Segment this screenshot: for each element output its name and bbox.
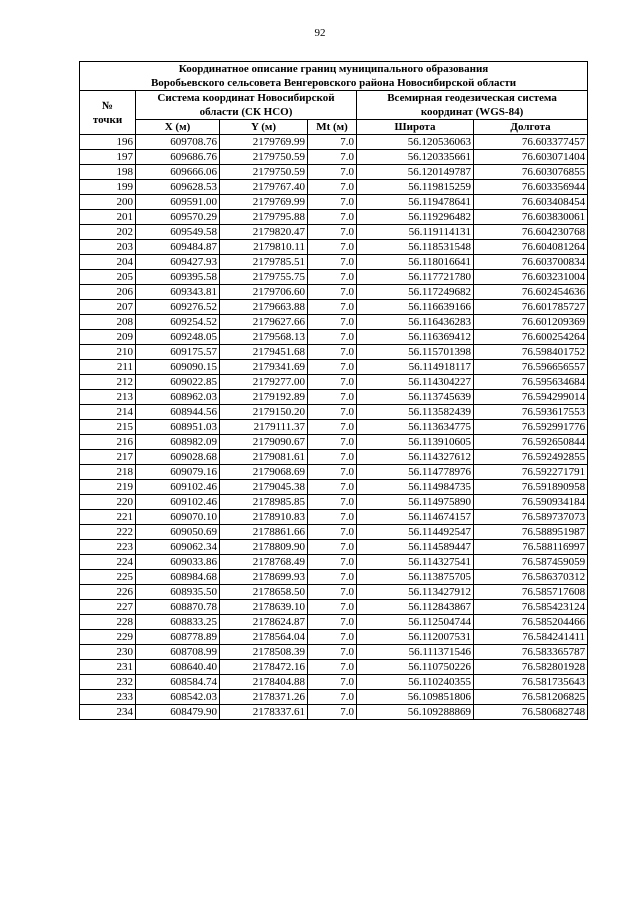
y-cell: 2179045.38 [220,480,308,495]
y-cell: 2178371.26 [220,690,308,705]
longitude-cell: 76.583365787 [474,645,588,660]
point-number-cell: 226 [80,585,136,600]
mt-cell: 7.0 [308,390,357,405]
y-cell: 2179785.51 [220,255,308,270]
y-cell: 2178768.49 [220,555,308,570]
y-cell: 2178404.88 [220,675,308,690]
table-row [80,570,588,585]
table-row [80,690,588,705]
x-cell: 609708.76 [136,135,220,150]
mt-cell: 7.0 [308,480,357,495]
point-number-cell: 209 [80,330,136,345]
longitude-cell: 76.603377457 [474,135,588,150]
point-number-header [80,91,136,135]
point-number-cell: 229 [80,630,136,645]
longitude-cell: 76.595634684 [474,375,588,390]
x-cell: 609175.57 [136,345,220,360]
longitude-cell: 76.596656557 [474,360,588,375]
y-cell: 2179750.59 [220,165,308,180]
point-number-cell: 207 [80,300,136,315]
longitude-cell: 76.600254264 [474,330,588,345]
latitude-cell: 56.113427912 [357,585,474,600]
table-title-line1: Координатное описание границ муниципального образования [178,63,489,75]
mt-cell: 7.0 [308,225,357,240]
point-number-cell: 214 [80,405,136,420]
longitude-cell: 76.604230768 [474,225,588,240]
table-row [80,240,588,255]
point-number-cell: 210 [80,345,136,360]
table-row [80,480,588,495]
latitude-cell: 56.116436283 [357,315,474,330]
point-number-cell: 212 [80,375,136,390]
x-cell: 609276.52 [136,300,220,315]
latitude-cell: 56.110750226 [357,660,474,675]
table-row [80,135,588,150]
page-number: 92 [314,27,326,39]
point-number-cell: 225 [80,570,136,585]
longitude-cell: 76.582801928 [474,660,588,675]
table-row [80,435,588,450]
latitude-cell: 56.110240355 [357,675,474,690]
longitude-cell: 76.603071404 [474,150,588,165]
mt-cell: 7.0 [308,465,357,480]
table-row [80,555,588,570]
x-cell: 609570.29 [136,210,220,225]
longitude-cell: 76.592991776 [474,420,588,435]
table-row [80,285,588,300]
point-number-cell: 217 [80,450,136,465]
x-cell: 608944.56 [136,405,220,420]
latitude-cell: 56.112007531 [357,630,474,645]
longitude-cell: 76.594299014 [474,390,588,405]
point-number-cell: 223 [80,540,136,555]
y-cell: 2179068.69 [220,465,308,480]
point-number-cell: 222 [80,525,136,540]
mt-cell: 7.0 [308,435,357,450]
local-system-header-line2: области (СК НСО) [199,106,293,118]
table-row [80,510,588,525]
table-row [80,600,588,615]
mt-cell: 7.0 [308,150,357,165]
latitude-cell: 56.116639166 [357,300,474,315]
latitude-cell: 56.114304227 [357,375,474,390]
title-row [80,62,588,91]
mt-cell: 7.0 [308,210,357,225]
y-cell: 2178699.93 [220,570,308,585]
table-row [80,465,588,480]
latitude-cell: 56.111371546 [357,645,474,660]
latitude-cell: 56.114918117 [357,360,474,375]
longitude-cell: 76.603356944 [474,180,588,195]
latitude-cell: 56.109288869 [357,705,474,720]
latitude-cell: 56.119114131 [357,225,474,240]
wgs84-header-line2: координат (WGS-84) [420,106,524,118]
table-row [80,345,588,360]
y-cell: 2178658.50 [220,585,308,600]
y-cell: 2178809.90 [220,540,308,555]
y-cell: 2178564.04 [220,630,308,645]
longitude-cell: 76.587459059 [474,555,588,570]
x-cell: 609102.46 [136,480,220,495]
point-number-cell: 231 [80,660,136,675]
latitude-cell: 56.114778976 [357,465,474,480]
x-header: X (м) [136,120,220,135]
x-cell: 608640.40 [136,660,220,675]
local-system-header-line1: Система координат Новосибирской [157,92,335,104]
mt-cell: 7.0 [308,135,357,150]
longitude-cell: 76.598401752 [474,345,588,360]
x-cell: 609427.93 [136,255,220,270]
x-cell: 609079.16 [136,465,220,480]
mt-cell: 7.0 [308,660,357,675]
table-row [80,300,588,315]
point-number-cell: 208 [80,315,136,330]
point-number-cell: 232 [80,675,136,690]
longitude-cell: 76.602454636 [474,285,588,300]
y-cell: 2179627.66 [220,315,308,330]
latitude-cell: 56.114589447 [357,540,474,555]
x-cell: 608778.89 [136,630,220,645]
longitude-cell: 76.585204466 [474,615,588,630]
longitude-cell: 76.581206825 [474,690,588,705]
mt-cell: 7.0 [308,630,357,645]
point-number-cell: 203 [80,240,136,255]
y-cell: 2178508.39 [220,645,308,660]
point-number-cell: 198 [80,165,136,180]
table-row [80,645,588,660]
latitude-header: Широта [357,120,474,135]
y-cell: 2179192.89 [220,390,308,405]
y-cell: 2179111.37 [220,420,308,435]
x-cell: 608708.99 [136,645,220,660]
longitude-cell: 76.588116997 [474,540,588,555]
y-cell: 2179150.20 [220,405,308,420]
table-title [80,62,588,91]
x-cell: 608962.03 [136,390,220,405]
mt-cell: 7.0 [308,675,357,690]
x-cell: 609028.68 [136,450,220,465]
latitude-cell: 56.109851806 [357,690,474,705]
latitude-cell: 56.120335661 [357,150,474,165]
longitude-cell: 76.603231004 [474,270,588,285]
mt-cell: 7.0 [308,705,357,720]
latitude-cell: 56.119478641 [357,195,474,210]
latitude-cell: 56.115701398 [357,345,474,360]
latitude-cell: 56.113875705 [357,570,474,585]
point-number-cell: 224 [80,555,136,570]
point-number-cell: 219 [80,480,136,495]
x-cell: 609248.05 [136,330,220,345]
longitude-cell: 76.592492855 [474,450,588,465]
table-row [80,315,588,330]
latitude-cell: 56.114674157 [357,510,474,525]
y-cell: 2179795.88 [220,210,308,225]
point-number-cell: 202 [80,225,136,240]
y-cell: 2179767.40 [220,180,308,195]
y-cell: 2179081.61 [220,450,308,465]
wgs84-header [357,91,588,120]
x-cell: 608479.90 [136,705,220,720]
x-cell: 608542.03 [136,690,220,705]
table-row [80,150,588,165]
mt-cell: 7.0 [308,255,357,270]
y-cell: 2179568.13 [220,330,308,345]
mt-cell: 7.0 [308,615,357,630]
mt-cell: 7.0 [308,405,357,420]
header-row-groups [80,91,588,120]
mt-cell: 7.0 [308,240,357,255]
x-cell: 609254.52 [136,315,220,330]
y-cell: 2179341.69 [220,360,308,375]
table-row [80,390,588,405]
x-cell: 609033.86 [136,555,220,570]
latitude-cell: 56.119296482 [357,210,474,225]
longitude-cell: 76.603700834 [474,255,588,270]
mt-header: Mt (м) [308,120,357,135]
x-cell: 609022.85 [136,375,220,390]
table-row [80,330,588,345]
y-cell: 2178472.16 [220,660,308,675]
mt-cell: 7.0 [308,360,357,375]
latitude-cell: 56.114327541 [357,555,474,570]
mt-cell: 7.0 [308,525,357,540]
latitude-cell: 56.119815259 [357,180,474,195]
table-row [80,225,588,240]
longitude-cell: 76.601209369 [474,315,588,330]
table-row [80,540,588,555]
x-cell: 608935.50 [136,585,220,600]
longitude-cell: 76.585423124 [474,600,588,615]
table-title-line2: Воробьевского сельсовета Венгеровского района Новосибирской области [150,77,517,89]
mt-cell: 7.0 [308,585,357,600]
latitude-cell: 56.114492547 [357,525,474,540]
y-cell: 2179451.68 [220,345,308,360]
table-row [80,255,588,270]
x-cell: 608870.78 [136,600,220,615]
x-cell: 609549.58 [136,225,220,240]
longitude-cell: 76.589737073 [474,510,588,525]
x-cell: 609102.46 [136,495,220,510]
table-row [80,705,588,720]
y-cell: 2179769.99 [220,195,308,210]
table-row [80,195,588,210]
point-number-cell: 216 [80,435,136,450]
table-row [80,660,588,675]
longitude-cell: 76.603408454 [474,195,588,210]
point-number-cell: 220 [80,495,136,510]
latitude-cell: 56.118016641 [357,255,474,270]
mt-cell: 7.0 [308,555,357,570]
table-row [80,585,588,600]
latitude-cell: 56.114984735 [357,480,474,495]
x-cell: 609090.15 [136,360,220,375]
mt-cell: 7.0 [308,330,357,345]
table-row [80,405,588,420]
longitude-cell: 76.603830061 [474,210,588,225]
latitude-cell: 56.117721780 [357,270,474,285]
longitude-cell: 76.604081264 [474,240,588,255]
point-number-cell: 196 [80,135,136,150]
point-number-cell: 233 [80,690,136,705]
x-cell: 609484.87 [136,240,220,255]
point-number-cell: 234 [80,705,136,720]
table-row [80,180,588,195]
latitude-cell: 56.116369412 [357,330,474,345]
table-row [80,675,588,690]
latitude-cell: 56.118531548 [357,240,474,255]
mt-cell: 7.0 [308,540,357,555]
y-cell: 2179810.11 [220,240,308,255]
latitude-cell: 56.113745639 [357,390,474,405]
latitude-cell: 56.114975890 [357,495,474,510]
point-number-cell: 200 [80,195,136,210]
y-cell: 2179090.67 [220,435,308,450]
longitude-cell: 76.590934184 [474,495,588,510]
y-cell: 2178337.61 [220,705,308,720]
point-number-cell: 206 [80,285,136,300]
table-row [80,375,588,390]
x-cell: 608833.25 [136,615,220,630]
point-number-cell: 199 [80,180,136,195]
table-row [80,450,588,465]
x-cell: 608951.03 [136,420,220,435]
table-row [80,165,588,180]
mt-cell: 7.0 [308,600,357,615]
y-cell: 2178910.83 [220,510,308,525]
table-row [80,420,588,435]
table-row [80,495,588,510]
local-system-header [136,91,357,120]
x-cell: 608984.68 [136,570,220,585]
point-number-cell: 211 [80,360,136,375]
longitude-cell: 76.588951987 [474,525,588,540]
mt-cell: 7.0 [308,510,357,525]
mt-cell: 7.0 [308,315,357,330]
point-number-cell: 230 [80,645,136,660]
x-cell: 609070.10 [136,510,220,525]
latitude-cell: 56.117249682 [357,285,474,300]
mt-cell: 7.0 [308,270,357,285]
latitude-cell: 56.113910605 [357,435,474,450]
longitude-cell: 76.603076855 [474,165,588,180]
point-number-cell: 197 [80,150,136,165]
x-cell: 608982.09 [136,435,220,450]
x-cell: 609050.69 [136,525,220,540]
longitude-cell: 76.586370312 [474,570,588,585]
point-number-cell: 227 [80,600,136,615]
table-row [80,270,588,285]
mt-cell: 7.0 [308,195,357,210]
longitude-header: Долгота [474,120,588,135]
longitude-cell: 76.592650844 [474,435,588,450]
x-cell: 608584.74 [136,675,220,690]
x-cell: 609062.34 [136,540,220,555]
point-number-cell: 204 [80,255,136,270]
y-cell: 2179277.00 [220,375,308,390]
y-cell: 2179750.59 [220,150,308,165]
y-header: Y (м) [220,120,308,135]
longitude-cell: 76.585717608 [474,585,588,600]
mt-cell: 7.0 [308,375,357,390]
y-cell: 2179755.75 [220,270,308,285]
y-cell: 2179706.60 [220,285,308,300]
y-cell: 2178639.10 [220,600,308,615]
latitude-cell: 56.112504744 [357,615,474,630]
header-row-columns [80,120,588,135]
latitude-cell: 56.113634775 [357,420,474,435]
point-number-cell: 228 [80,615,136,630]
latitude-cell: 56.114327612 [357,450,474,465]
x-cell: 609666.06 [136,165,220,180]
point-number-cell: 221 [80,510,136,525]
point-number-cell: 205 [80,270,136,285]
longitude-cell: 76.581735643 [474,675,588,690]
y-cell: 2178624.87 [220,615,308,630]
mt-cell: 7.0 [308,570,357,585]
table-row [80,630,588,645]
x-cell: 609395.58 [136,270,220,285]
point-number-header-line2: точки [92,113,123,126]
table-row [80,615,588,630]
point-number-cell: 213 [80,390,136,405]
latitude-cell: 56.112843867 [357,600,474,615]
x-cell: 609628.53 [136,180,220,195]
y-cell: 2179820.47 [220,225,308,240]
longitude-cell: 76.592271791 [474,465,588,480]
x-cell: 609343.81 [136,285,220,300]
mt-cell: 7.0 [308,495,357,510]
latitude-cell: 56.120536063 [357,135,474,150]
mt-cell: 7.0 [308,285,357,300]
mt-cell: 7.0 [308,420,357,435]
y-cell: 2179663.88 [220,300,308,315]
x-cell: 609591.00 [136,195,220,210]
mt-cell: 7.0 [308,300,357,315]
point-number-cell: 201 [80,210,136,225]
mt-cell: 7.0 [308,645,357,660]
coordinates-table [79,61,588,720]
latitude-cell: 56.113582439 [357,405,474,420]
x-cell: 609686.76 [136,150,220,165]
longitude-cell: 76.580682748 [474,705,588,720]
y-cell: 2178985.85 [220,495,308,510]
mt-cell: 7.0 [308,345,357,360]
table-row [80,210,588,225]
mt-cell: 7.0 [308,180,357,195]
latitude-cell: 56.120149787 [357,165,474,180]
mt-cell: 7.0 [308,450,357,465]
mt-cell: 7.0 [308,690,357,705]
longitude-cell: 76.584241411 [474,630,588,645]
y-cell: 2178861.66 [220,525,308,540]
point-number-header-line1: № [101,99,114,112]
longitude-cell: 76.591890958 [474,480,588,495]
longitude-cell: 76.601785727 [474,300,588,315]
longitude-cell: 76.593617553 [474,405,588,420]
table-row [80,525,588,540]
point-number-cell: 215 [80,420,136,435]
y-cell: 2179769.99 [220,135,308,150]
mt-cell: 7.0 [308,165,357,180]
wgs84-header-line1: Всемирная геодезическая система [387,92,557,104]
table-row [80,360,588,375]
point-number-cell: 218 [80,465,136,480]
